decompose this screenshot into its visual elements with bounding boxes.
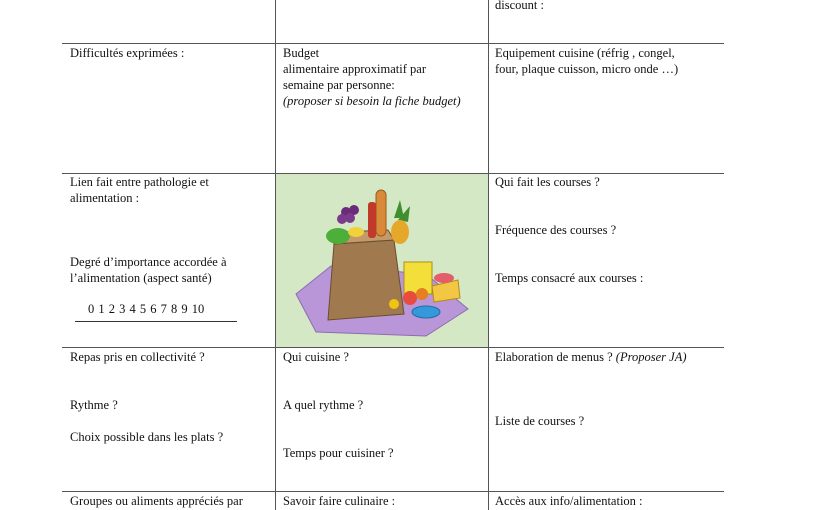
menu-planning-text: Elaboration de menus ? [495, 350, 613, 364]
importance-line2: l’alimentation (aspect santé) [70, 271, 212, 285]
budget-line3: semaine par personne: [283, 78, 395, 92]
pathology-line2: alimentation : [70, 191, 140, 205]
budget-line1: Budget [283, 46, 320, 60]
groceries-illustration [276, 174, 488, 347]
menu-planning-note: (Proposer JA) [615, 350, 687, 364]
info-access: Accès aux info/alimentation : [495, 494, 643, 508]
menu-planning [495, 349, 687, 365]
who-cooks: Qui cuisine ? [283, 350, 349, 364]
shopping-time: Temps consacré aux courses : [495, 271, 644, 285]
grid-line-h3 [62, 347, 724, 348]
shopping-list: Liste de courses ? [495, 414, 585, 428]
rhythm: Rythme ? [70, 398, 118, 412]
cooking-skills: Savoir faire culinaire : [283, 494, 396, 508]
difficulties-label: Difficultés exprimées : [70, 46, 185, 60]
cooking-time: Temps pour cuisiner ? [283, 446, 394, 460]
scale-underline [75, 321, 237, 322]
grid-line-h1 [62, 43, 724, 44]
equipment-line2: four, plaque cuisson, micro onde …) [495, 62, 679, 76]
grid-line-v2 [488, 0, 489, 510]
collective-meals: Repas pris en collectivité ? [70, 350, 205, 364]
shopping-frequency: Fréquence des courses ? [495, 223, 617, 237]
budget-line2: alimentaire approximatif par [283, 62, 426, 76]
pathology-line1: Lien fait entre pathologie et [70, 175, 209, 189]
importance-scale: 0 1 2 3 4 5 6 7 8 9 10 [88, 302, 205, 316]
row0-col3-text: discount : [495, 0, 544, 12]
importance-line1: Degré d’importance accordée à [70, 255, 227, 269]
shopping-who: Qui fait les courses ? [495, 175, 600, 189]
dish-choice: Choix possible dans les plats ? [70, 430, 224, 444]
preferred-foods: Groupes ou aliments appréciés par [70, 494, 243, 508]
cooking-rhythm: A quel rythme ? [283, 398, 364, 412]
budget-line4: (proposer si besoin la fiche budget) [283, 94, 461, 108]
equipment-line1: Equipement cuisine (réfrig , congel, [495, 46, 675, 60]
groceries-bag-icon [276, 174, 488, 347]
grid-line-h4 [62, 491, 724, 492]
